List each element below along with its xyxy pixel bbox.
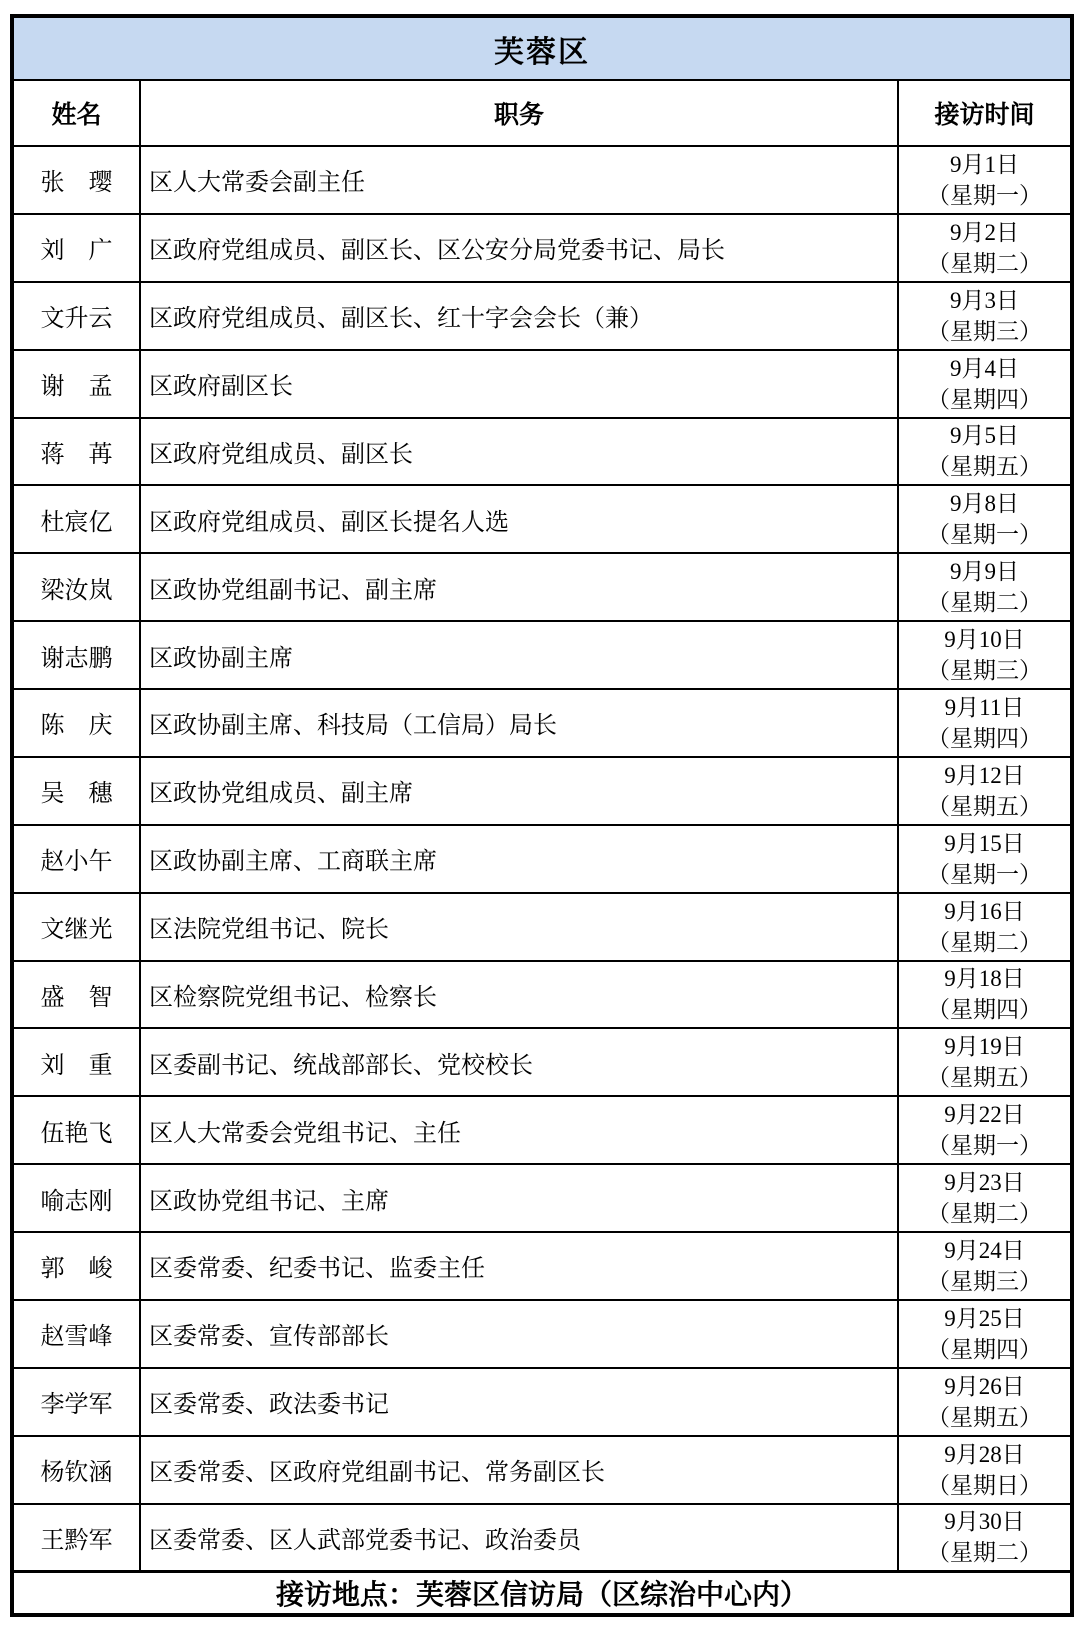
reception-weekday: （星期五） bbox=[927, 1404, 1042, 1430]
reception-date: 9月22日 bbox=[944, 1102, 1025, 1128]
official-position: 区政府党组成员、副区长、红十字会会长（兼） bbox=[140, 282, 898, 350]
official-position: 区政府党组成员、副区长提名人选 bbox=[140, 485, 898, 553]
reception-weekday: （星期四） bbox=[927, 386, 1042, 412]
reception-date: 9月15日 bbox=[944, 830, 1025, 856]
official-position: 区政府副区长 bbox=[140, 350, 898, 418]
reception-date: 9月5日 bbox=[950, 423, 1019, 449]
reception-date: 9月1日 bbox=[950, 151, 1019, 177]
reception-time bbox=[898, 553, 1072, 621]
table-row bbox=[12, 146, 1072, 214]
reception-weekday: （星期五） bbox=[927, 1065, 1042, 1091]
reception-date: 9月3日 bbox=[950, 287, 1019, 313]
reception-location: 接访地点：芙蓉区信访局（区综治中心内） bbox=[12, 1572, 1072, 1616]
reception-date: 9月8日 bbox=[950, 491, 1019, 517]
column-header-position: 职务 bbox=[140, 80, 898, 146]
official-name: 喻志刚 bbox=[12, 1164, 140, 1232]
official-position: 区人大常委会副主任 bbox=[140, 146, 898, 214]
table-row bbox=[12, 282, 1072, 350]
official-name: 赵雪峰 bbox=[12, 1300, 140, 1368]
table-row bbox=[12, 214, 1072, 282]
reception-time bbox=[898, 1028, 1072, 1096]
reception-schedule-table bbox=[10, 14, 1074, 1617]
official-position: 区委常委、区政府党组副书记、常务副区长 bbox=[140, 1436, 898, 1504]
reception-weekday: （星期三） bbox=[927, 1268, 1042, 1294]
reception-date: 9月12日 bbox=[944, 762, 1025, 788]
reception-time bbox=[898, 1232, 1072, 1300]
table-body bbox=[12, 146, 1072, 1572]
official-position: 区委副书记、统战部部长、党校校长 bbox=[140, 1028, 898, 1096]
reception-date: 9月26日 bbox=[944, 1373, 1025, 1399]
official-position: 区政府党组成员、副区长 bbox=[140, 418, 898, 486]
reception-weekday: （星期二） bbox=[927, 929, 1042, 955]
table-row bbox=[12, 621, 1072, 689]
official-name: 梁汝岚 bbox=[12, 553, 140, 621]
official-position: 区政协副主席 bbox=[140, 621, 898, 689]
official-name: 谢 孟 bbox=[12, 350, 140, 418]
reception-date: 9月16日 bbox=[944, 898, 1025, 924]
table-row bbox=[12, 350, 1072, 418]
reception-time bbox=[898, 893, 1072, 961]
table-row bbox=[12, 757, 1072, 825]
reception-weekday: （星期三） bbox=[927, 658, 1042, 684]
official-name: 谢志鹏 bbox=[12, 621, 140, 689]
reception-time bbox=[898, 757, 1072, 825]
column-header-name: 姓名 bbox=[12, 80, 140, 146]
reception-time bbox=[898, 1164, 1072, 1232]
table-row bbox=[12, 961, 1072, 1029]
reception-date: 9月2日 bbox=[950, 219, 1019, 245]
official-name: 刘 广 bbox=[12, 214, 140, 282]
official-name: 杜宸亿 bbox=[12, 485, 140, 553]
reception-time bbox=[898, 214, 1072, 282]
table-row bbox=[12, 689, 1072, 757]
reception-weekday: （星期一） bbox=[927, 522, 1042, 548]
table-row bbox=[12, 1232, 1072, 1300]
official-name: 李学军 bbox=[12, 1368, 140, 1436]
official-name: 文升云 bbox=[12, 282, 140, 350]
reception-weekday: （星期四） bbox=[927, 725, 1042, 751]
reception-weekday: （星期五） bbox=[927, 454, 1042, 480]
reception-time bbox=[898, 350, 1072, 418]
reception-date: 9月24日 bbox=[944, 1237, 1025, 1263]
title-row bbox=[12, 16, 1072, 80]
reception-weekday: （星期五） bbox=[927, 793, 1042, 819]
official-position: 区检察院党组书记、检察长 bbox=[140, 961, 898, 1029]
table-row bbox=[12, 1164, 1072, 1232]
reception-weekday: （星期二） bbox=[927, 1540, 1042, 1566]
reception-time bbox=[898, 1436, 1072, 1504]
table-row bbox=[12, 1368, 1072, 1436]
reception-date: 9月10日 bbox=[944, 627, 1025, 653]
reception-weekday: （星期一） bbox=[927, 861, 1042, 887]
official-name: 吴 穗 bbox=[12, 757, 140, 825]
reception-time bbox=[898, 1300, 1072, 1368]
official-position: 区政协副主席、科技局（工信局）局长 bbox=[140, 689, 898, 757]
reception-weekday: （星期二） bbox=[927, 250, 1042, 276]
official-name: 赵小午 bbox=[12, 825, 140, 893]
reception-weekday: （星期二） bbox=[927, 590, 1042, 616]
table-row bbox=[12, 553, 1072, 621]
official-name: 杨钦涵 bbox=[12, 1436, 140, 1504]
official-name: 王黔军 bbox=[12, 1504, 140, 1572]
reception-time bbox=[898, 282, 1072, 350]
reception-time bbox=[898, 1504, 1072, 1572]
official-position: 区委常委、政法委书记 bbox=[140, 1368, 898, 1436]
reception-date: 9月25日 bbox=[944, 1305, 1025, 1331]
reception-weekday: （星期四） bbox=[927, 1336, 1042, 1362]
table-row bbox=[12, 825, 1072, 893]
official-position: 区委常委、区人武部党委书记、政治委员 bbox=[140, 1504, 898, 1572]
reception-time bbox=[898, 621, 1072, 689]
official-name: 刘 重 bbox=[12, 1028, 140, 1096]
table-row bbox=[12, 1300, 1072, 1368]
table-row bbox=[12, 418, 1072, 486]
reception-date: 9月19日 bbox=[944, 1034, 1025, 1060]
table-row bbox=[12, 1028, 1072, 1096]
reception-time bbox=[898, 689, 1072, 757]
official-position: 区委常委、宣传部部长 bbox=[140, 1300, 898, 1368]
official-name: 蒋 苒 bbox=[12, 418, 140, 486]
official-name: 张 璎 bbox=[12, 146, 140, 214]
table-row bbox=[12, 485, 1072, 553]
official-position: 区政协副主席、工商联主席 bbox=[140, 825, 898, 893]
reception-date: 9月30日 bbox=[944, 1509, 1025, 1535]
official-position: 区政协党组书记、主席 bbox=[140, 1164, 898, 1232]
column-header-row bbox=[12, 80, 1072, 146]
reception-date: 9月9日 bbox=[950, 559, 1019, 585]
official-name: 伍艳飞 bbox=[12, 1096, 140, 1164]
reception-time bbox=[898, 1368, 1072, 1436]
reception-weekday: （星期一） bbox=[927, 1133, 1042, 1159]
reception-time bbox=[898, 825, 1072, 893]
official-position: 区委常委、纪委书记、监委主任 bbox=[140, 1232, 898, 1300]
reception-weekday: （星期二） bbox=[927, 1201, 1042, 1227]
official-position: 区政协党组成员、副主席 bbox=[140, 757, 898, 825]
reception-time bbox=[898, 418, 1072, 486]
reception-weekday: （星期四） bbox=[927, 997, 1042, 1023]
reception-date: 9月18日 bbox=[944, 966, 1025, 992]
table-row bbox=[12, 1504, 1072, 1572]
table-row bbox=[12, 893, 1072, 961]
official-name: 郭 峻 bbox=[12, 1232, 140, 1300]
reception-date: 9月11日 bbox=[944, 694, 1025, 720]
official-position: 区政协党组副书记、副主席 bbox=[140, 553, 898, 621]
reception-time bbox=[898, 1096, 1072, 1164]
reception-weekday: （星期三） bbox=[927, 318, 1042, 344]
reception-time bbox=[898, 146, 1072, 214]
reception-time bbox=[898, 485, 1072, 553]
official-position: 区政府党组成员、副区长、区公安分局党委书记、局长 bbox=[140, 214, 898, 282]
reception-date: 9月28日 bbox=[944, 1441, 1025, 1467]
official-name: 陈 庆 bbox=[12, 689, 140, 757]
column-header-time: 接访时间 bbox=[898, 80, 1072, 146]
reception-weekday: （星期日） bbox=[927, 1472, 1042, 1498]
reception-date: 9月4日 bbox=[950, 355, 1019, 381]
reception-date: 9月23日 bbox=[944, 1170, 1025, 1196]
district-title: 芙蓉区 bbox=[12, 16, 1072, 80]
reception-weekday: （星期一） bbox=[927, 182, 1042, 208]
official-name: 文继光 bbox=[12, 893, 140, 961]
official-position: 区法院党组书记、院长 bbox=[140, 893, 898, 961]
reception-time bbox=[898, 961, 1072, 1029]
official-name: 盛 智 bbox=[12, 961, 140, 1029]
table-row bbox=[12, 1096, 1072, 1164]
official-position: 区人大常委会党组书记、主任 bbox=[140, 1096, 898, 1164]
footer-row bbox=[12, 1572, 1072, 1616]
table-row bbox=[12, 1436, 1072, 1504]
